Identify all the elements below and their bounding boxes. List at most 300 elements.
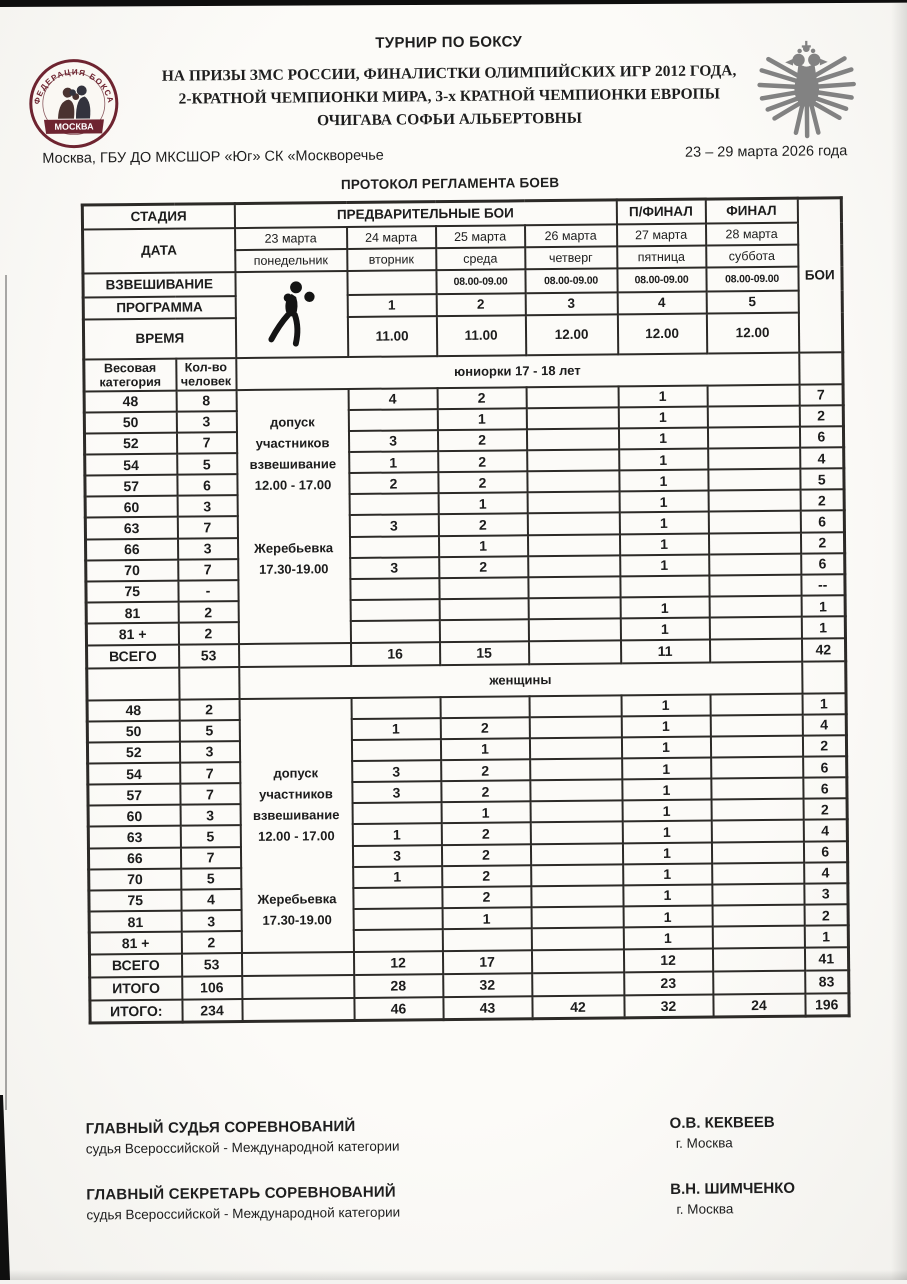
preliminary-bouts-header: ПРЕДВАРИТЕЛЬНЫЕ БОИ bbox=[234, 200, 616, 228]
day-bouts-cell bbox=[710, 693, 802, 715]
total-bouts-cell: 6 bbox=[803, 777, 847, 799]
grand-total-day-cell: 32 bbox=[443, 973, 532, 997]
day-bouts-cell bbox=[712, 862, 804, 884]
schedule-note: 17.30-19.00 bbox=[259, 560, 329, 577]
total-bouts-cell: 4 bbox=[800, 447, 844, 469]
day-bouts-cell bbox=[527, 492, 619, 514]
weight-category-cell: 48 bbox=[84, 390, 176, 412]
day-bouts-cell bbox=[528, 555, 620, 577]
start-time: 11.00 bbox=[347, 316, 436, 357]
day-bouts-cell: 3 bbox=[352, 845, 441, 867]
weight-category-cell: 60 bbox=[85, 496, 177, 518]
day-bouts-cell bbox=[439, 598, 528, 620]
schedule-note bbox=[241, 845, 351, 867]
day-bouts-cell bbox=[350, 578, 439, 600]
total-bouts-cell: 6 bbox=[803, 756, 847, 778]
weight-category-cell: 50 bbox=[87, 720, 179, 742]
schedule-note: допуск bbox=[269, 413, 315, 430]
weight-category-column-header: Весовая категория bbox=[84, 358, 176, 391]
day-bouts-cell: 3 bbox=[348, 430, 437, 452]
day-bouts-cell: 2 bbox=[437, 387, 526, 409]
day-bouts-cell: 1 bbox=[623, 927, 712, 949]
total-day-cell: 11 bbox=[620, 639, 709, 663]
day-bouts-cell bbox=[439, 620, 528, 642]
day-date: 24 марта bbox=[347, 226, 436, 249]
athlete-count-cell: 2 bbox=[181, 931, 241, 953]
day-bouts-cell bbox=[710, 735, 802, 757]
day-bouts-cell: 1 bbox=[442, 907, 531, 929]
day-bouts-cell bbox=[350, 599, 439, 621]
day-bouts-cell bbox=[709, 596, 801, 618]
day-bouts-cell bbox=[710, 714, 802, 736]
day-bouts-cell: 1 bbox=[438, 535, 527, 557]
grand-total-label-cell: ИТОГО bbox=[90, 976, 182, 1000]
signatures-block bbox=[86, 1113, 856, 1222]
total-bouts-cell: 1 bbox=[801, 616, 845, 638]
empty-cell bbox=[239, 642, 351, 666]
day-bouts-cell: 2 bbox=[349, 472, 438, 494]
athlete-count-cell: 3 bbox=[181, 910, 241, 932]
day-bouts-cell: 1 bbox=[623, 884, 712, 906]
total-day-cell bbox=[709, 638, 801, 662]
weight-category-cell: 66 bbox=[85, 538, 177, 560]
day-bouts-cell bbox=[353, 908, 442, 930]
schedule-note bbox=[238, 516, 348, 538]
badge-banner-text: МОСКВА bbox=[54, 121, 94, 132]
athlete-count-cell: 2 bbox=[178, 601, 238, 623]
judge-name: О.В. КЕКВЕЕВ bbox=[669, 1113, 775, 1132]
day-bouts-cell bbox=[526, 386, 618, 408]
chief-judge-signature bbox=[86, 1113, 855, 1156]
schedule-note: Жеребьевка bbox=[257, 890, 337, 907]
total-day-cell bbox=[528, 640, 620, 664]
day-bouts-cell bbox=[711, 778, 803, 800]
total-bouts-cell: 41 bbox=[804, 947, 848, 970]
empty-cell bbox=[242, 974, 354, 998]
empty-cell bbox=[802, 661, 846, 693]
day-bouts-cell: 4 bbox=[348, 388, 437, 410]
boxer-pictogram-icon bbox=[235, 271, 348, 358]
total-count-cell: 53 bbox=[181, 953, 241, 977]
stage-label: СТАДИЯ bbox=[82, 204, 234, 229]
day-bouts-cell: 1 bbox=[622, 779, 711, 801]
weight-category-cell: 60 bbox=[88, 805, 180, 827]
bout-schedule-table bbox=[81, 196, 851, 1024]
day-bouts-cell bbox=[712, 884, 804, 906]
time-label: ВРЕМЯ bbox=[83, 318, 235, 359]
day-bouts-cell: 1 bbox=[441, 802, 530, 824]
day-date: 27 марта bbox=[616, 223, 705, 246]
badge-arc-text: ФЕДЕРАЦИЯ БОКСА bbox=[32, 67, 116, 106]
weighin-time: 08.00-09.00 bbox=[436, 269, 525, 294]
total-bouts-cell: -- bbox=[801, 574, 845, 596]
day-bouts-cell bbox=[530, 822, 622, 844]
grand-total-day-cell: 46 bbox=[354, 997, 443, 1021]
grand-total-count-cell: 234 bbox=[182, 999, 242, 1023]
total-bouts-cell: 4 bbox=[804, 862, 848, 884]
day-bouts-cell: 3 bbox=[349, 515, 438, 537]
day-bouts-cell bbox=[529, 716, 621, 738]
day-bouts-cell bbox=[350, 620, 439, 642]
day-bouts-cell bbox=[349, 536, 438, 558]
athlete-count-cell: 8 bbox=[176, 390, 236, 412]
day-bouts-cell: 1 bbox=[623, 906, 712, 928]
total-day-cell bbox=[531, 949, 623, 973]
schedule-note: допуск bbox=[273, 764, 319, 781]
day-bouts-cell: 1 bbox=[619, 512, 708, 534]
day-bouts-cell bbox=[711, 820, 803, 842]
scan-edge-bottom-shade bbox=[0, 1270, 907, 1280]
day-bouts-cell bbox=[353, 887, 442, 909]
athlete-count-cell: 5 bbox=[180, 825, 240, 847]
day-bouts-cell bbox=[439, 577, 528, 599]
day-date: 26 марта bbox=[525, 224, 617, 247]
athlete-count-cell: 7 bbox=[178, 559, 238, 581]
total-day-cell: 15 bbox=[439, 641, 528, 665]
day-date: 28 марта bbox=[705, 222, 797, 245]
day-bouts-cell: 1 bbox=[352, 824, 441, 846]
day-bouts-cell bbox=[528, 597, 620, 619]
athlete-count-cell: 7 bbox=[180, 847, 240, 869]
program-number: 3 bbox=[525, 292, 617, 315]
day-bouts-cell bbox=[531, 885, 623, 907]
schedule-note bbox=[238, 495, 348, 517]
tournament-subtitle-line2: 2-КРАТНОЙ ЧЕМПИОНКИ МИРА, 3-х КРАТНОЙ ЧЕМПИОНКИ ЕВРОПЫ bbox=[178, 85, 720, 108]
venue-row bbox=[42, 143, 847, 167]
day-bouts-cell bbox=[348, 409, 437, 431]
schedule-note: участников bbox=[259, 785, 333, 802]
weight-category-cell: 52 bbox=[87, 741, 179, 763]
event-dates: 23 – 29 марта 2026 года bbox=[684, 143, 848, 161]
athlete-count-cell: 7 bbox=[180, 762, 240, 784]
tournament-subtitle-line3: ОЧИГАВА СОФЬИ АЛЬБЕРТОВНЫ bbox=[316, 109, 582, 130]
athlete-count-cell: - bbox=[178, 580, 238, 602]
weighin-time: 08.00-09.00 bbox=[525, 268, 617, 293]
day-bouts-cell bbox=[620, 575, 709, 597]
weight-category-cell: 81 bbox=[89, 911, 181, 933]
total-day-cell: 16 bbox=[351, 642, 440, 666]
day-bouts-cell bbox=[708, 532, 800, 554]
total-bouts-cell: 1 bbox=[804, 925, 848, 947]
schedule-notes-cell bbox=[239, 697, 353, 952]
date-label: ДАТА bbox=[83, 228, 235, 273]
schedule-note bbox=[239, 600, 349, 622]
weighin-time bbox=[347, 270, 436, 295]
day-bouts-cell bbox=[712, 926, 804, 948]
day-bouts-cell: 2 bbox=[437, 429, 526, 451]
total-bouts-cell: 2 bbox=[800, 490, 844, 512]
semifinal-header: П/ФИНАЛ bbox=[616, 199, 705, 224]
day-bouts-cell bbox=[442, 928, 531, 950]
total-bouts-cell: 1 bbox=[801, 595, 845, 617]
weight-category-cell: 70 bbox=[89, 868, 181, 890]
weighin-time: 08.00-09.00 bbox=[617, 267, 706, 292]
grand-total-day-cell: 23 bbox=[624, 971, 713, 995]
day-bouts-cell: 2 bbox=[439, 556, 528, 578]
total-day-cell: 17 bbox=[442, 950, 531, 974]
bouts-column-header: БОИ bbox=[797, 198, 842, 352]
secretary-qualification: судья Всероссийской - Международной категории bbox=[86, 1204, 401, 1223]
day-bouts-cell: 1 bbox=[440, 738, 529, 760]
weight-category-cell: 63 bbox=[85, 517, 177, 539]
athlete-count-cell: 2 bbox=[178, 622, 238, 644]
total-bouts-cell: 42 bbox=[801, 638, 845, 661]
program-number: 2 bbox=[436, 293, 525, 316]
schedule-note bbox=[239, 621, 349, 643]
start-time: 12.00 bbox=[706, 312, 798, 353]
empty-cell bbox=[87, 667, 179, 700]
secretary-role: ГЛАВНЫЙ СЕКРЕТАРЬ СОРЕВНОВАНИЙ bbox=[86, 1183, 396, 1204]
venue-text: Москва, ГБУ ДО МКСШОР «Юг» СК «Москворечье bbox=[42, 147, 384, 167]
day-bouts-cell: 1 bbox=[620, 554, 709, 576]
day-weekday: четверг bbox=[525, 246, 617, 269]
program-number: 5 bbox=[706, 290, 798, 313]
day-bouts-cell bbox=[531, 928, 623, 950]
empty-cell bbox=[241, 951, 353, 975]
day-bouts-cell bbox=[708, 469, 800, 491]
athlete-count-column-header: Кол-во человек bbox=[176, 358, 236, 391]
total-bouts-cell: 5 bbox=[800, 468, 844, 490]
secretary-name: В.Н. ШИМЧЕНКО bbox=[670, 1179, 796, 1198]
schedule-note bbox=[237, 390, 347, 412]
day-date: 23 марта bbox=[235, 227, 347, 250]
weight-category-cell: 70 bbox=[86, 559, 178, 581]
table-body bbox=[84, 352, 849, 1023]
day-bouts-cell: 3 bbox=[352, 781, 441, 803]
day-bouts-cell: 1 bbox=[623, 863, 712, 885]
day-weekday: понедельник bbox=[235, 249, 347, 272]
day-bouts-cell bbox=[527, 471, 619, 493]
day-bouts-cell bbox=[440, 696, 529, 718]
grand-total-day-cell: 28 bbox=[354, 974, 443, 998]
schedule-note bbox=[242, 929, 352, 951]
program-number: 1 bbox=[347, 294, 436, 317]
day-bouts-cell bbox=[712, 905, 804, 927]
athlete-count-cell: 2 bbox=[179, 699, 239, 721]
start-time: 12.00 bbox=[525, 314, 617, 355]
athlete-count-cell: 3 bbox=[180, 804, 240, 826]
empty-cell bbox=[799, 352, 843, 384]
schedule-note bbox=[242, 866, 352, 888]
grand-total-day-cell: 32 bbox=[624, 994, 713, 1018]
schedule-note: взвешивание bbox=[249, 455, 337, 472]
day-bouts-cell: 1 bbox=[622, 821, 711, 843]
day-bouts-cell bbox=[530, 843, 622, 865]
grand-total-bouts-cell: 196 bbox=[805, 993, 849, 1016]
schedule-note bbox=[240, 740, 350, 762]
schedule-note bbox=[240, 719, 350, 741]
day-bouts-cell bbox=[528, 576, 620, 598]
athlete-count-cell: 5 bbox=[179, 720, 239, 742]
day-date: 25 марта bbox=[436, 225, 525, 248]
badge-icon bbox=[23, 55, 124, 156]
day-bouts-cell bbox=[530, 801, 622, 823]
day-bouts-cell bbox=[353, 929, 442, 951]
grand-total-day-cell bbox=[532, 972, 624, 996]
day-weekday: суббота bbox=[706, 244, 798, 267]
day-bouts-cell: 1 bbox=[349, 451, 438, 473]
scan-edge-left-line bbox=[5, 275, 7, 1110]
weight-category-cell: 54 bbox=[85, 454, 177, 476]
day-bouts-cell: 1 bbox=[622, 800, 711, 822]
weight-category-cell: 81 + bbox=[86, 623, 178, 645]
day-bouts-cell bbox=[528, 619, 620, 641]
day-bouts-cell bbox=[531, 864, 623, 886]
day-bouts-cell bbox=[349, 493, 438, 515]
table-header-body bbox=[82, 198, 842, 359]
day-bouts-cell: 1 bbox=[619, 533, 708, 555]
judge-role: ГЛАВНЫЙ СУДЬЯ СОРЕВНОВАНИЙ bbox=[85, 1117, 356, 1138]
athlete-count-cell: 7 bbox=[176, 432, 236, 454]
secretary-city: г. Москва bbox=[676, 1201, 734, 1217]
day-bouts-cell bbox=[707, 405, 799, 427]
athlete-count-cell: 5 bbox=[177, 453, 237, 475]
section-title: женщины bbox=[239, 661, 802, 698]
day-bouts-cell: 1 bbox=[618, 427, 707, 449]
weight-category-cell: 57 bbox=[85, 475, 177, 497]
total-label-cell: ВСЕГО bbox=[87, 644, 179, 668]
day-bouts-cell: 2 bbox=[441, 759, 530, 781]
grand-total-count-cell: 106 bbox=[182, 976, 242, 1000]
total-day-cell: 12 bbox=[623, 948, 712, 972]
athlete-count-cell: 7 bbox=[180, 783, 240, 805]
section-title: юниорки 17 - 18 лет bbox=[236, 352, 799, 389]
total-label-cell: ВСЕГО bbox=[89, 953, 181, 977]
total-bouts-cell: 6 bbox=[801, 553, 845, 575]
weight-category-cell: 54 bbox=[88, 763, 180, 785]
day-bouts-cell bbox=[527, 513, 619, 535]
weighin-label: ВЗВЕШИВАНИЕ bbox=[83, 272, 235, 297]
total-day-cell bbox=[712, 947, 804, 971]
total-bouts-cell: 2 bbox=[802, 735, 846, 757]
day-bouts-cell bbox=[527, 449, 619, 471]
day-bouts-cell bbox=[709, 617, 801, 639]
weight-category-cell: 57 bbox=[88, 784, 180, 806]
athlete-count-cell: 3 bbox=[176, 411, 236, 433]
grand-total-day-cell: 43 bbox=[443, 996, 532, 1020]
schedule-note: взвешивание bbox=[252, 806, 340, 823]
schedule-note: 12.00 - 17.00 bbox=[254, 476, 332, 493]
total-bouts-cell: 2 bbox=[799, 405, 843, 427]
judge-city: г. Москва bbox=[675, 1135, 733, 1151]
athlete-count-cell: 4 bbox=[181, 889, 241, 911]
program-label: ПРОГРАММА bbox=[83, 296, 235, 319]
schedule-note bbox=[239, 579, 349, 601]
double-headed-eagle-emblem bbox=[747, 38, 866, 151]
day-bouts-cell bbox=[708, 490, 800, 512]
day-bouts-cell: 1 bbox=[622, 758, 711, 780]
day-bouts-cell bbox=[526, 428, 618, 450]
day-bouts-cell bbox=[351, 697, 440, 719]
athlete-count-cell: 5 bbox=[181, 868, 241, 890]
program-number: 4 bbox=[617, 291, 706, 314]
day-bouts-cell bbox=[707, 426, 799, 448]
empty-cell bbox=[179, 667, 239, 700]
day-bouts-cell: 1 bbox=[438, 493, 527, 515]
athlete-count-cell: 6 bbox=[177, 474, 237, 496]
day-bouts-cell: 2 bbox=[440, 717, 529, 739]
total-day-cell: 12 bbox=[353, 951, 442, 975]
day-bouts-cell: 2 bbox=[442, 886, 531, 908]
judge-qualification: судья Всероссийской - Международной категории bbox=[85, 1138, 400, 1157]
day-bouts-cell bbox=[526, 407, 618, 429]
weight-category-cell: 75 bbox=[89, 890, 181, 912]
weight-category-cell: 48 bbox=[87, 699, 179, 721]
total-bouts-cell: 3 bbox=[804, 883, 848, 905]
day-bouts-cell bbox=[529, 695, 621, 717]
total-bouts-cell: 2 bbox=[800, 532, 844, 554]
day-bouts-cell: 2 bbox=[438, 471, 527, 493]
athlete-count-cell: 7 bbox=[177, 517, 237, 539]
total-bouts-cell: 2 bbox=[803, 799, 847, 821]
day-bouts-cell bbox=[708, 511, 800, 533]
day-bouts-cell: 2 bbox=[441, 780, 530, 802]
schedule-note bbox=[240, 699, 350, 721]
day-bouts-cell: 1 bbox=[619, 449, 708, 471]
day-bouts-cell: 2 bbox=[441, 844, 530, 866]
day-bouts-cell bbox=[708, 448, 800, 470]
grand-total-label-cell: ИТОГО: bbox=[90, 999, 182, 1023]
start-time: 11.00 bbox=[436, 315, 525, 356]
start-time: 12.00 bbox=[617, 313, 706, 354]
weight-category-cell: 75 bbox=[86, 581, 178, 603]
day-bouts-cell: 1 bbox=[619, 491, 708, 513]
total-bouts-cell: 7 bbox=[799, 384, 843, 406]
weight-category-cell: 81 bbox=[86, 602, 178, 624]
tournament-title: ТУРНИР ПО БОКСУ bbox=[375, 33, 523, 52]
total-bouts-cell: 1 bbox=[802, 693, 846, 715]
final-header: ФИНАЛ bbox=[705, 198, 797, 223]
day-bouts-cell: 1 bbox=[437, 408, 526, 430]
day-bouts-cell: 1 bbox=[620, 597, 709, 619]
grand-total-day-cell bbox=[713, 970, 805, 994]
day-bouts-cell: 1 bbox=[621, 694, 710, 716]
day-bouts-cell: 1 bbox=[618, 406, 707, 428]
day-bouts-cell bbox=[531, 906, 623, 928]
day-bouts-cell: 2 bbox=[438, 450, 527, 472]
double-headed-eagle-icon bbox=[747, 38, 866, 151]
total-bouts-cell: 6 bbox=[800, 511, 844, 533]
day-bouts-cell: 1 bbox=[621, 736, 710, 758]
weighin-time: 08.00-09.00 bbox=[706, 266, 798, 291]
day-bouts-cell: 1 bbox=[351, 718, 440, 740]
protocol-title: ПРОТОКОЛ РЕГЛАМЕНТА БОЕВ bbox=[340, 174, 560, 193]
day-bouts-cell: 1 bbox=[620, 618, 709, 640]
weight-category-cell: 66 bbox=[88, 847, 180, 869]
day-bouts-cell: 2 bbox=[438, 514, 527, 536]
day-bouts-cell bbox=[711, 841, 803, 863]
day-bouts-cell bbox=[707, 384, 799, 406]
weight-category-cell: 52 bbox=[84, 432, 176, 454]
athlete-count-cell: 3 bbox=[177, 495, 237, 517]
day-bouts-cell: 1 bbox=[621, 715, 710, 737]
day-bouts-cell bbox=[351, 739, 440, 761]
day-bouts-cell bbox=[711, 799, 803, 821]
day-bouts-cell bbox=[527, 534, 619, 556]
grand-total-bouts-cell: 83 bbox=[805, 970, 849, 993]
total-bouts-cell: 2 bbox=[804, 904, 848, 926]
day-bouts-cell bbox=[709, 553, 801, 575]
day-bouts-cell: 1 bbox=[622, 842, 711, 864]
schedule-note: участников bbox=[255, 434, 330, 451]
day-bouts-cell: 3 bbox=[352, 760, 441, 782]
day-bouts-cell: 1 bbox=[353, 866, 442, 888]
day-bouts-cell bbox=[709, 575, 801, 597]
day-weekday: среда bbox=[436, 247, 525, 270]
day-bouts-cell bbox=[530, 780, 622, 802]
empty-cell bbox=[242, 997, 354, 1021]
day-bouts-cell bbox=[352, 802, 441, 824]
